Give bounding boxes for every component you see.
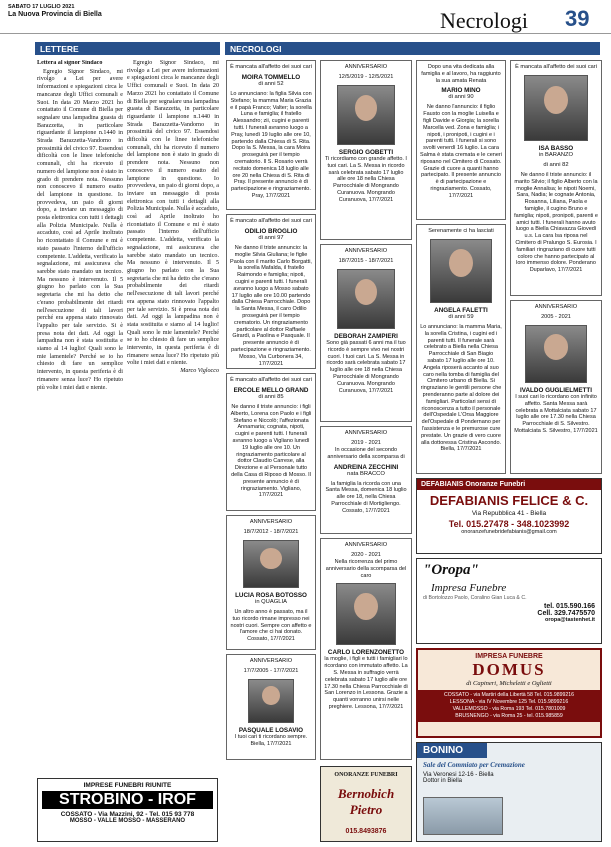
ad-company-name: DOMUS (472, 660, 546, 679)
ad-company-name: Bernobich Pietro (337, 786, 395, 817)
lettere-bar: LETTERE (35, 42, 220, 55)
deceased-name: SERGIO GOBETTI (338, 149, 394, 156)
ad-company-name: "Oropa" (423, 562, 479, 578)
anniversary-pasquale-losavio: ANNIVERSARIO 17/7/2005 - 17/7/2021 PASQUALE LOSAVIO I tuoi cari ti ricordano sempre. Biella, 17/7/2021 (226, 654, 316, 760)
ad-company-name: BONINO (417, 743, 487, 758)
deceased-name: ANDREINA ZECCHINI (333, 463, 399, 471)
deceased-name: CARLO LORENZONETTO (327, 649, 405, 657)
newspaper-name: La Nuova Provincia di Biella (8, 11, 102, 18)
ad-company-name: DEFABIANIS FELICE & C. (429, 493, 589, 508)
necrologi-bar: NECROLOGI (225, 42, 600, 55)
deceased-name: LUCIA ROSA BOTOSSO (235, 592, 307, 599)
obituary-angela-faletti: Serenamente ci ha lasciati ANGELA FALETTI di anni 59 Lo annunciano: la mamma Maria, la sorella Cristina, i cugini ed i parenti tutti. Il funerale sarà celebrato a Biella nella Chiesa Parrocchiale di San Biagio sabato 17 luglio alle ore 10. Angela riposerà accanto al suo caro nella tomba di famiglia del Cimitero urbano di Biella. Si ringraziano le gentili persone che prenderanno parte al dolore dei famigliari. Particolari sensi di riconoscenza a tutto il personale dell'Ospedale L'Orsa Maggiore del'Ospedale di Pondernano per l'assistenza e le premurose cure prestate. Un grazie di vero cuore alla dottoressa Cristina Ascondo. Biella, 17/7/2021 (416, 224, 506, 474)
portrait-photo (525, 325, 587, 383)
portrait-photo (524, 75, 588, 141)
obituary-mario-mino: Dopo una vita dedicata alla famiglia e al lavoro, ha raggiunto la sua amata Renata MARIO MINO di anni 90 Ne danno l'annuncio: il figlio Fausto con la moglie Luisella e figli Davide e Giorgia; la sorella Marcella ved. Zona e famiglia; i nipoti, i pronipoti, i cugini e i parenti tutti. I funerali si sono svolti venerdì 16 luglio. La cara Salma è stata cremata e le ceneri riposano nel Cimitero di Cossato. Grazie di cuore a quanti hanno partecipato. Il presente annuncio è di partecipazione e ringraziamento. Cossato, 17/7/2021 (416, 60, 506, 220)
letter-column-2 (127, 60, 219, 730)
page-number: 39 (565, 6, 590, 31)
deceased-name: PASQUALE LOSAVIO (238, 727, 304, 734)
issue-date: SABATO 17 LUGLIO 2021 (8, 4, 75, 10)
letter-heading: Lettera al signor Sindaco (37, 60, 103, 66)
anniversary-andreina-zecchini: ANNIVERSARIO 2019 - 2021 In occasione del secondo anniversario della scomparsa di ANDREINA ZECCHINI nata BRACCO la famiglia la ricorda con una Santa Messa, domenica 18 luglio alle ore 18, nella Chiesa Parrocchiale di Mortigliengo. Cossato, 17/7/2021 (320, 426, 412, 534)
obituary-odilio-broglio: È mancato all'affetto dei suoi cari ODILIO BROGLIO di anni 97 Ne danno il triste annuncio: la moglie Silvia Giuliana; le figlie Paola con il marito Carlo Borgatti, la sorella Mafalda, il fratello Raimondo e famiglia; nipoti, cugini e parenti tutti. I funerali avranno luogo a Mosso sabato 17 luglio alle ore 10.00 partendo dalla Chiesa Parrocchiale. Dopo la Santa Messa, il caro Odilio proseguirà per il tempio crematorio. Un ringraziamento particolare al dottor Raffaele Girardi, a Paolina e Pasquale. Il presente annuncio è di partecipazione e ringraziamento. Mosso, Via Curbonera 34, 17/7/2021 (226, 214, 316, 369)
letter-body-continued: Egregio Signor Sindaco, mi rivolgo a Lei per avere informazioni e spiegazioni circa le mancanze degli Uffici comunali e Suoi. In data 20 Marzo 2021 ho contattato il Comune di Biella per segnalare una lampadina guasta di Barazzetta, in particolare riguardante il lampione n.1440 in Strada Barazzetta-Vandorno in prossimità del civico 97. Essendosi dificoltà con le linee telefoniche comunali, chi ha ricevuto il numero del lampione non è stato in grado di prendere nota. Nessuno non conoscevo il numero esatto del lampione in questione. Io provvedeva, un paio di giorni dopo, a inviare un messaggio di posta elettronica con tutti i dettagli alla Polizia Municipale. Nulla è accaduto, così ad Aprile inoltrato ho ricontattato il Comune e mi è stato passato l'interno dell'ufficio competente. L'addetta, verificato la segnalazione, mi assicurava che sarebbe stato mandato un tecnico. Ma nessuno è intervenuto. Il 5 giugno ho parlato con la Sua segretaria che mi ha detto che c'erano probabilmente dei ritardi nell'esecuzione di tali lavori perché era appena stato rinnovato l'appalto per tale servizio. Si è presa nota dei dati. Ad oggi la lampadina non è stata sostituita e siamo al 14 luglio! Quali sono le mie lamentele? Perché se io ho chiesto di fare un semplice intervento, in questa periferia è di rimanere senza luce? Ho ripetuto più volte i miei dati e niente. (127, 60, 219, 367)
deceased-name: ISA BASSO (538, 145, 574, 152)
portrait-photo (337, 85, 395, 145)
deceased-name: MARIO MINO (441, 87, 481, 95)
deceased-name: ODILIO BROGLIO (244, 228, 298, 235)
anniversary-ivaldo-guglielmetti: ANNIVERSARIO 2005 - 2021 IVALDO GUGLIELMETTI I suoi cari lo ricordano con infinito affetto. Santa Messa sarà celebrata a Mottalciata sabato 17 luglio alle ore 17.30 nella Chiesa Parrocchiale di S. Silvestro. Mottalciata S. Silvestro, 17/7/2021 (510, 300, 602, 474)
deceased-name: ANGELA FALETTI (434, 307, 488, 314)
deceased-name: ERCOLE MELLO GRAND (233, 387, 309, 394)
ad-company-name: STROBINO - IROF (42, 791, 213, 809)
obituary-ercole-mello-grand: È mancato all'affetto dei suoi cari ERCOLE MELLO GRAND di anni 85 Ne danno il triste annuncio: i figli Alberto, Lorena con Paolo e i figli Stefano e Niccolò; l'affezionata Annamaria; cognata, nipoti, cugini e parenti tutti. I funerali avranno luogo a Vigliano lunedì 19 luglio alle ore 10. Un ringraziamento particolare al dottor Claudio Carrese, alla Direzione e al Personale tutto della Casa di Riposo di Mosso. Il presente annuncio è di ringraziamento. Vigliano, 17/7/2021 (226, 373, 316, 511)
anniversary-lucia-rosa-botosso: ANNIVERSARIO 18/7/2012 - 18/7/2021 LUCIA ROSA BOTOSSO in QUAGLIA Un altro anno è passato, ma il tuo ricordo rimane impresso nei nostri cuori. Sempre con affetto e l'amore che ci hai donato. Cossato, 17/7/2021 (226, 515, 316, 650)
portrait-photo (248, 679, 294, 723)
portrait-photo (430, 239, 492, 303)
anniversary-deborah-zampieri: ANNIVERSARIO 18/7/2015 - 18/7/2021 DEBORAH ZAMPIERI Sono già passati 6 anni ma il tuo ricordo è sempre vivo nei nostri cuori. I tuoi cari. La S. Messa in ricordo sarà celebrata sabato 17 luglio alle ore 18 nella Chiesa Parrocchiale di Mongrando Curanuova. Mongrando Curanuova, 17/7/2021 (320, 244, 412, 422)
deceased-name: DEBORAH ZAMPIERI (334, 333, 398, 340)
ad-bonino: BONINO Sale del Commiato per Cremazione Via Veronesi 12-16 - Biella Dottor in Biella (416, 742, 602, 842)
portrait-photo (337, 269, 395, 329)
anniversary-sergio-gobetti: ANNIVERSARIO 12/5/2019 - 12/5/2021 SERGIO GOBETTI Ti ricordiamo con grande affetto. I tuoi cari. La S. Messa in ricordo sarà celebrata sabato 17 luglio alle ore 18 nella Chiesa Parrocchiale di Mongrando Curanuova. Mongrando Curanuova, 17/7/2021 (320, 60, 412, 240)
section-title: Necrologi (440, 8, 528, 33)
deceased-name: MOIRA TOMMELLO (241, 74, 301, 81)
obituary-isa-basso: È mancata all'affetto dei suoi cari ISA BASSO in BARANZO di anni 82 Ne danno il triste annuncio: il marito Silvio; il figlio Alberto con la moglie Annalisa; le nipoti Noemi, Sara, Nadia; le cognate Antonia, Rosanna, Liliana, Paola e famiglie, il cugino Bruno e famiglia; nipoti, pronipoti, parenti e amici tutti. I funerali hanno avuto luogo a Biella Chiavazza Giovedì u.s. La cara Isa riposa nel Cimitero di Pralungo S. Eurosia. I familiari ringraziano di cuore tutti coloro che hanno partecipato al loro immenso dolore. Ponderano Duparlavo, 17/7/2021 (510, 60, 602, 296)
ad-defabianis: DEFABIANIS Onoranze Funebri DEFABIANIS FELICE & C. Via Repubblica 41 - Biella Tel. 015.27478 - 348.1023992 onoranzefunebridefabianis@gmail.com (416, 478, 602, 554)
obituary-moira-tommello: È mancata all'affetto dei suoi cari MOIRA TOMMELLO di anni 52 Lo annunciano: la figlia Silvia con Stefano; la mamma Maria Grazia e il papà Franco; Valter; la sorella Luna e famiglia; il fratello Alessandro; zii, cugini e parenti tutti. I funerali avranno luogo a Pray, lunedì 19 luglio alle ore 10, partendo dalla Chiesa di S. Rita. Dopo la S. Messa, la cara Moira proseguirà per il tempio crematorio. Il S. Rosario verrà recitato domenica 18 luglio alle ore 20 nella Chiesa di S. Rita di Pray. Il presente annuncio è di partecipazione e ringraziamento. Pray, 17/7/2021 (226, 60, 316, 210)
anniversary-carlo-lorenzonetto: ANNIVERSARIO 2020 - 2021 Nella ricorrenza del primo anniversario della scomparsa del caro CARLO LORENZONETTO la moglie, i figli e tutti i famigliari lo ricordano con immutato affetto. La S. Messa in suffragio verrà celebrata sabato 17 luglio alle ore 17.30 nella Chiesa Parrocchiale di San Lorenzo in Lessona. Grazie a quanti vorranno unirsi nelle preghiere. Lessona, 17/7/2021 (320, 538, 412, 760)
building-photo (423, 797, 503, 835)
portrait-photo (336, 583, 396, 645)
letter-signature: Marco Viglocco (180, 368, 219, 375)
portrait-photo (243, 540, 299, 588)
deceased-name: IVALDO GUGLIELMETTI (520, 387, 592, 394)
ad-oropa: "Oropa" Impresa Funebre di Bortolozzo Paolo, Coralino Gian Luca & C. tel. 015.590.166 Cell. 329.7475570 oropa@tastenhet.it (416, 558, 602, 644)
ad-bernobich: ONORANZE FUNEBRI Bernobich Pietro 015.8493876 (320, 766, 412, 842)
letter-column-1 (37, 60, 123, 730)
ad-domus: IMPRESA FUNEBRE DOMUS di Capineri, Micheletti e Oglietti COSSATO - via Martiri della Libertà 58 Tel. 015.9899216 LESSONA - via IV Novembre 125 Tel. 015.9899216 VALLEMOSSO - via Roma 193 Tel. 015.7801009 BRUSNENGO - via Roma 25 - tel. 015.985859 (416, 648, 602, 738)
ad-strobino-irof: IMPRESE FUNEBRI RIUNITE STROBINO - IROF COSSATO - Via Mazzini, 92 - Tel. 015 93 778 MOSSO - VALLE MOSSO - MASSERANO (37, 778, 218, 842)
letter-body: Egregio Signor Sindaco, mi rivolgo a Lei per avere informazioni e spiegazioni circa le mancanze degli Uffici comunali e Suoi. In data 20 Marzo 2021 ho contattato il Comune di Biella per segnalare una lampadina guasta di Barazzetta, in particolare riguardante il lampione n.1440 in Strada Barazzetta-Vandorno in prossimità del civico 97. Essendosi dificoltà con le linee telefoniche comunali, chi ha ricevuto il numero del lampione non è stato in grado di prendere nota. Nessuno non conoscevo il numero esatto del lampione in questione. Io provvedeva, un paio di giorni dopo, a inviare un messaggio di posta elettronica con tutti i dettagli alla Polizia Municipale. Nulla è accaduto, così ad Aprile inoltrato ho ricontattato il Comune e mi è stato passato l'interno dell'ufficio competente. L'addetta, verificato la segnalazione, mi assicurava che sarebbe stato mandato un tecnico. Ma nessuno è intervenuto. Il 5 giugno ho parlato con la Sua segretaria che mi ha detto che c'erano probabilmente dei ritardi nell'esecuzione di tali lavori perché era appena stato rinnovato l'appalto per tale servizio. Si è presa nota dei dati. Ad oggi la lampadina non è stata sostituita e siamo al 14 luglio! Quali sono le mie lamentele? Perché se io ho chiesto di fare un semplice intervento, in questa periferia è di rimanere senza luce? Ho ripetuto più volte i miei dati e niente. (37, 68, 123, 391)
page-header (0, 0, 611, 34)
